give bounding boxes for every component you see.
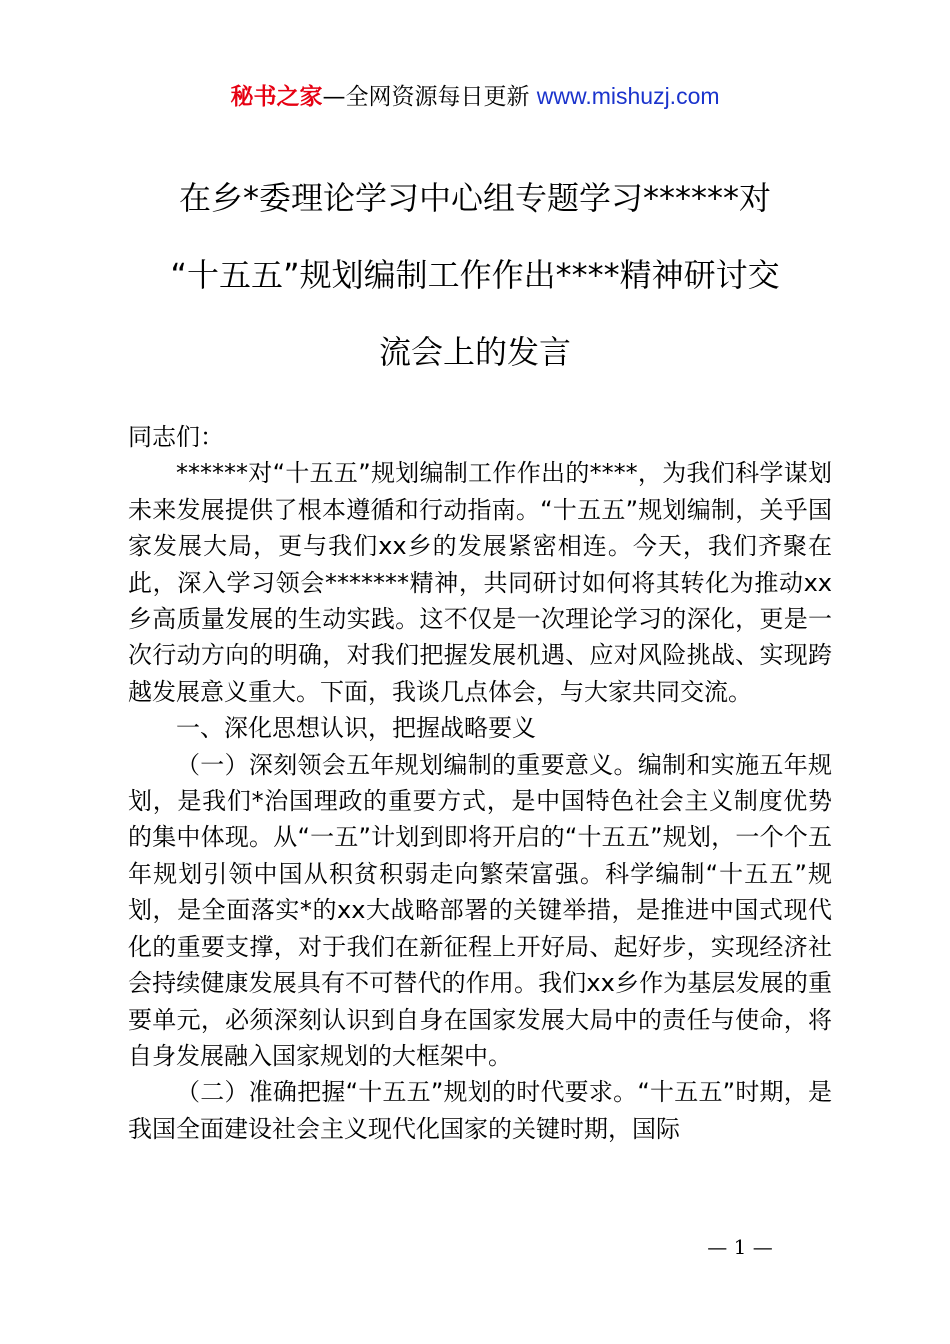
site-brand: 秘书之家 <box>230 84 323 110</box>
title-line-2: “十五五”规划编制工作作出****精神研讨交 <box>170 256 780 294</box>
site-tagline: —全网资源每日更新 <box>322 84 530 110</box>
page-number: — 1 — <box>707 1235 773 1259</box>
title-line-1: 在乡*委理论学习中心组专题学习******对 <box>178 179 771 217</box>
paragraph-subsection-1: （一）深刻领会五年规划编制的重要意义。编制和实施五年规划，是我们*治国理政的重要方式，是中国特色社会主义制度优势的集中体现。从“一五”计划到即将开启的“十五五”规划，一个个五年规划引领中国从积贫积弱走向繁荣富强。科学编制“十五五”规划，是全面落实*的xx大战略部署的关键举措，是推进中国式现代化的重要支撑，对于我们在新征程上开好局、起好步，实现经济社会持续健康发展具有不可替代的作用。我们xx乡作为基层发展的重要单元，必须深刻认识到自身在国家发展大局中的责任与使命，将自身发展融入国家规划的大框架中。 <box>128 750 832 1070</box>
title-line-3: 流会上的发言 <box>378 333 571 371</box>
document-body <box>128 419 832 1147</box>
salutation: 同志们： <box>128 423 224 451</box>
site-url[interactable]: www.mishuzj.com <box>536 83 720 109</box>
section-heading-1: 一、深化思想认识，把握战略要义 <box>176 714 536 743</box>
paragraph-subsection-2: （二）准确把握“十五五”规划的时代要求。“十五五”时期，是我国全面建设社会主义现代化国家的关键时期，国际 <box>128 1078 832 1143</box>
document-title <box>100 160 850 391</box>
paragraph-intro: ******对“十五五”规划编制工作作出的****，为我们科学谋划未来发展提供了根本遵循和行动指南。“十五五”规划编制，关乎国家发展大局，更与我们xx乡的发展紧密相连。今天，我们齐聚在此，深入学习领会*******精神，共同研讨如何将其转化为推动xx乡高质量发展的生动实践。这不仅是一次理论学习的深化，更是一次行动方向的明确，对我们把握发展机遇、应对风险挑战、实现跨越发展意义重大。下面，我谈几点体会，与大家共同交流。 <box>128 459 832 706</box>
site-header <box>0 78 950 115</box>
